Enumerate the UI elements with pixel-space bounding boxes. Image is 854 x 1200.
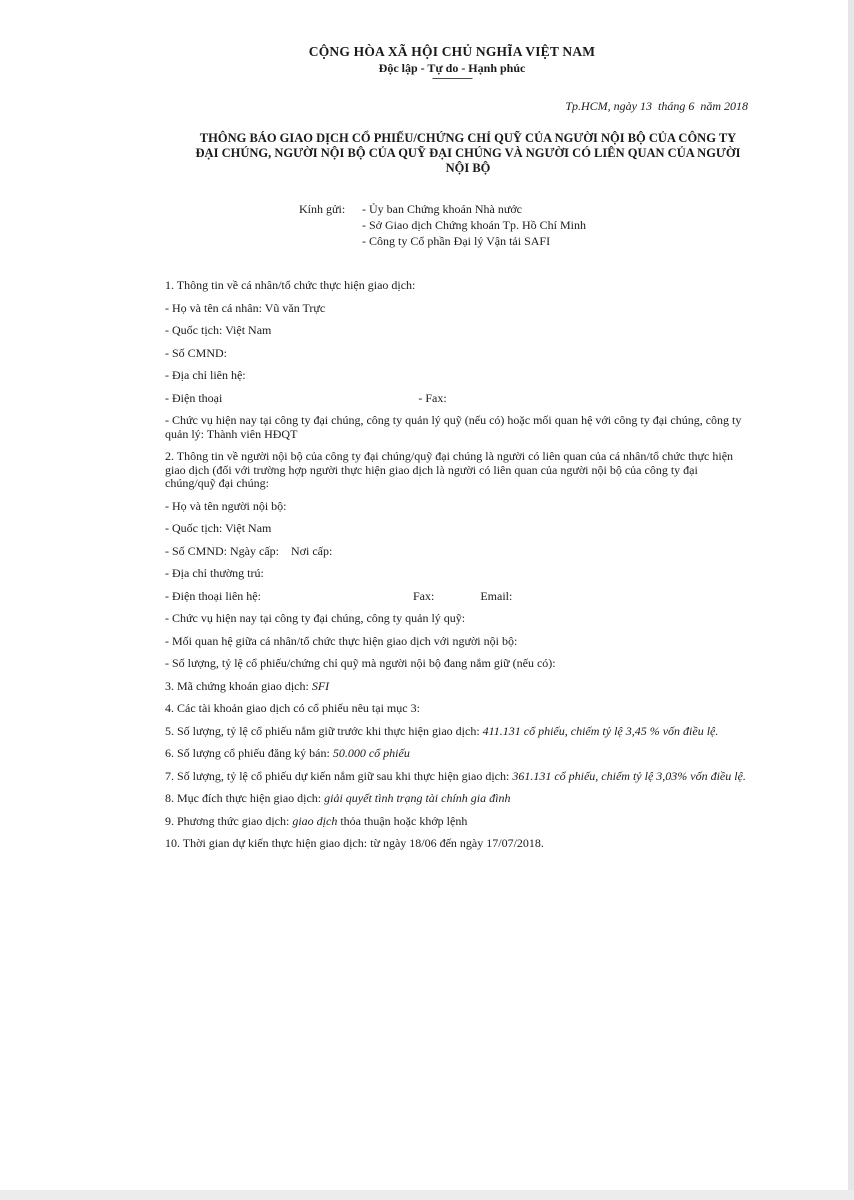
title-line-2: ĐẠI CHÚNG, NGƯỜI NỘI BỘ CỦA QUỸ ĐẠI CHÚNG VÀ NGƯỜI CÓ LIÊN QUAN CỦA NGƯỜI [195,146,741,160]
person-fax: - Fax: [418,390,447,405]
insider-name: - Họ và tên người nội bộ: [165,498,287,513]
ticker-label: 3. Mã chứng khoán giao dịch: [165,678,309,693]
sell-amount-value: 50.000 cổ phiếu [332,746,410,760]
date-month: 6 [688,99,695,113]
recipients-list [362,201,586,249]
date-month-label: tháng [657,99,686,113]
method-label: 9. Phương thức giao dịch: [165,813,290,828]
person-address: - Địa chỉ liên hệ: [165,368,246,382]
insider-residence: - Địa chỉ thường trú: [165,566,264,580]
sell-amount-label: 6. Số lượng cổ phiếu đăng ký bán: [165,746,330,760]
date-place: Tp.HCM, ngày [565,99,637,113]
holding-after-label: 7. Số lượng, tỷ lệ cổ phiếu dự kiến nắm giữ sau khi thực hiện giao dịch: [165,768,510,783]
person-id: - Số CMND: [165,345,228,360]
person-nationality: - Quốc tịch: Việt Nam [165,323,272,337]
holding-after-value: 361.131 cổ phiếu, chiếm tỷ lệ 3,03% vốn điều lệ. [512,768,746,783]
recipient-item: - Sở Giao dịch Chứng khoán Tp. Hồ Chí Minh [362,218,586,232]
person-position: - Chức vụ hiện nay tại công ty đại chúng, công ty quản lý quỹ (nếu có) hoặc mối quan hệ với công ty đại chúng, công ty quản lý: Thành viên HĐQT [165,413,742,441]
insider-phone: - Điện thoại liên hệ: [165,588,261,603]
insider-email: Email: [480,588,513,603]
method-value-italic: giao dịch [292,813,338,828]
section-2-heading: 2. Thông tin về người nội bộ của công ty đại chúng/quỹ đại chúng là người có liên quan của cá nhân/tổ chức thực hiện giao dịch (đối với trường hợp người thực hiện giao dịch là người có liên quan của người nội bộ của công ty đại chúng/quỹ đại chúng: [165,449,734,490]
title-line-3: NỘI BỘ [445,161,491,175]
insider-position: - Chức vụ hiện nay tại công ty đại chúng, công ty quản lý quỹ: [165,611,466,625]
insider-id-date: - Số CMND: Ngày cấp: [165,543,279,558]
section-3 [165,680,749,694]
scan-edge-bottom [0,1190,854,1200]
time-label: 10. Thời gian dự kiến thực hiện giao dịch: [165,836,368,850]
document-title [160,131,776,176]
section-10 [165,837,749,851]
insider-nationality: - Quốc tịch: Việt Nam [165,521,272,535]
national-motto: Độc lập - Tự do - Hạnh phúc [378,61,526,75]
method-value: thỏa thuận hoặc khớp lệnh [340,813,468,828]
person-phone: - Điện thoại [165,390,223,405]
section-9 [165,815,749,829]
insider-fax: Fax: [412,588,435,603]
ticker-value: SFI [311,678,330,693]
document-date [565,99,748,114]
section-5 [165,725,749,739]
header-rule: --------------- [432,72,472,84]
date-day: 13 [639,99,652,113]
purpose-label: 8. Mục đích thực hiện giao dịch: [165,791,322,805]
section-7 [165,770,749,784]
document-body [165,279,749,860]
time-value: từ ngày 18/06 đến ngày 17/07/2018. [370,836,544,850]
date-year: 2018 [724,99,748,113]
scan-edge-right [848,0,854,1200]
section-1-heading: 1. Thông tin về cá nhân/tổ chức thực hiện giao dịch: [165,278,416,292]
insider-relation: - Mối quan hệ giữa cá nhân/tổ chức thực hiện giao dịch với người nội bộ: [165,633,518,648]
title-line-1: THÔNG BÁO GIAO DỊCH CỔ PHIẾU/CHỨNG CHỈ QUỸ CỦA NGƯỜI NỘI BỘ CỦA CÔNG TY [199,131,737,145]
holding-before-value: 411.131 cổ phiếu, chiếm tỷ lệ 3,45 % vốn điều lệ. [482,723,719,738]
section-4: 4. Các tài khoản giao dịch có cổ phiếu nêu tại mục 3: [165,701,420,715]
person-name: - Họ và tên cá nhân: Vũ văn Trực [165,300,326,315]
purpose-value: giải quyết tình trạng tài chính gia đình [324,791,511,805]
insider-id-place: Nơi cấp: [291,543,333,558]
recipients-block [299,201,586,249]
insider-contact [165,590,749,604]
date-year-label: năm [700,99,721,113]
insider-id [165,545,749,559]
recipients-label: Kính gửi: [299,202,346,216]
section-6 [165,747,749,761]
holding-before-label: 5. Số lượng, tỷ lệ cổ phiếu nắm giữ trước khi thực hiện giao dịch: [165,723,480,738]
recipient-item: - Ủy ban Chứng khoán Nhà nước [362,202,522,216]
person-contact [165,392,749,406]
insider-holding: - Số lượng, tỷ lệ cổ phiếu/chứng chỉ quỹ mà người nội bộ đang nắm giữ (nếu có): [165,656,556,670]
nation-name: CỘNG HÒA XÃ HỘI CHỦ NGHĨA VIỆT NAM [308,44,596,59]
national-header [0,44,854,84]
section-8 [165,792,749,806]
recipient-item: - Công ty Cổ phần Đại lý Vận tải SAFI [362,234,551,248]
